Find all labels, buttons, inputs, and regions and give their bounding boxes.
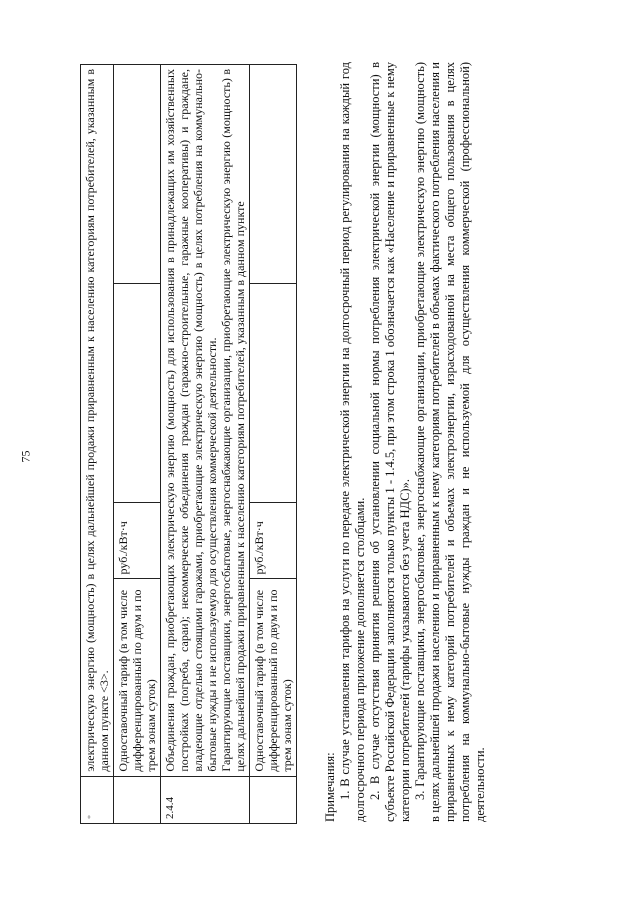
tariff-name-cell: Одноставочный тариф (в том числе дифференцированный по двум и по трем зонам суток) <box>114 579 161 776</box>
value-cell <box>250 284 297 503</box>
table-row <box>81 65 114 824</box>
notes-section <box>323 62 488 822</box>
row-number-cell <box>250 776 297 823</box>
note-2: 2. В случае отсутствия принятия решения об установлении социальной нормы потребления электрической энергии (мощности) в субъекте Российской Федерации заполняются только пункты 1 - 1.4.5, при этом строка 1 обозначается как «Население и приравненные к нему категории потребителей (тарифы указываются без учета НДС)». <box>368 62 412 822</box>
notes-title: Примечания: <box>323 752 337 822</box>
category-text-cell <box>161 65 250 777</box>
unit-cell: руб./кВт·ч <box>114 503 161 579</box>
margin-mark: * <box>86 815 95 819</box>
tariff-table <box>80 64 297 824</box>
tariff-name-cell: Одноставочный тариф (в том числе дифференцированный по двум и по трем зонам суток) <box>250 579 297 776</box>
value-cell <box>250 65 297 284</box>
page-number: 75 <box>18 450 33 463</box>
row-number-cell <box>81 776 114 823</box>
table-row <box>250 65 297 824</box>
category-description-2: Гарантирующие поставщики, энергосбытовые, энергоснабжающие организации, приобретающие электрическую энергию (мощность) в целях дальнейшей продажи приравненным к населению категориям потребителей, указанным в данном пункте <box>219 69 247 772</box>
row-number-cell: 2.4.4 <box>161 776 250 823</box>
value-cell <box>114 65 161 284</box>
value-cell <box>114 284 161 503</box>
rotated-page-content <box>80 52 640 852</box>
unit-cell: руб./кВт·ч <box>250 503 297 579</box>
category-description: Объединения граждан, приобретающих электрическую энергию (мощность) для использования в принадлежащих им хозяйственных постройках (погреба, сараи); некоммерческие объединения граждан (гаражно-строительные, гаражные кооперативы) и граждане, владеющие отдельно стоящими гаражами, приобретающие электрическую энергию (мощность) в целях потребления на коммунально-бытовые нужды и не используемую для осуществления коммерческой деятельности. <box>163 69 219 772</box>
category-text-cell: электрическую энергию (мощность) в целях дальнейшей продажи приравненным к населению категориям потребителей, указанным в данном пункте <3>. <box>81 65 114 777</box>
note-3: 3. Гарантирующие поставщики, энергосбытовые, энергоснабжающие организации, приобретающие электрическую энергию (мощность) в целях дальнейшей продажи населению и приравненным к нему категориям потребителей в объемах фактического потребления населения и приравненных к нему категорий потребителей и объемах электроэнергии, израсходованной на места общего пользования в целях потребления на коммунально-бытовые нужды граждан и не используемой для осуществления коммерческой (профессиональной) деятельности. <box>413 62 487 822</box>
note-1: 1. В случае установления тарифов на услуги по передаче электрической энергии на долгосрочный период регулирования на каждый год долгосрочного периода приложение дополняется столбцами. <box>338 62 367 822</box>
table-row <box>161 65 250 824</box>
row-number-cell <box>114 776 161 823</box>
table-row <box>114 65 161 824</box>
